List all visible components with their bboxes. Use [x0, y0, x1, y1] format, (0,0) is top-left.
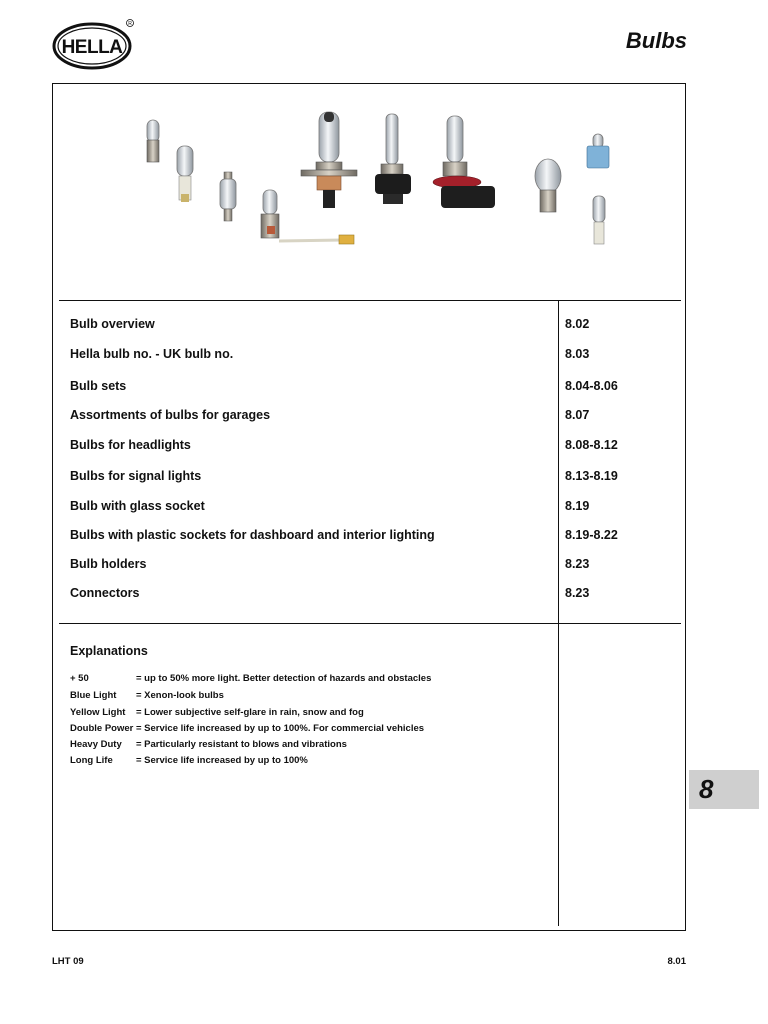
explanation-term: Heavy Duty — [70, 739, 122, 750]
toc-page-bulb-overview: 8.02 — [565, 317, 590, 331]
explanation-term: Double Power — [70, 723, 134, 734]
explanation-definition: = Lower subjective self-glare in rain, snow and fog — [136, 707, 364, 718]
toc-item-bulb-holders: Bulb holders — [70, 557, 147, 571]
bulb-photo-7 — [433, 116, 495, 208]
bulb-photo-2 — [177, 146, 193, 202]
footer-code: LHT 09 — [52, 956, 84, 967]
bulb-photo-4 — [261, 190, 354, 244]
explanation-definition: = Particularly resistant to blows and vibrations — [136, 739, 347, 750]
bulb-photo-3 — [220, 172, 236, 221]
explanation-definition: = up to 50% more light. Better detection of hazards and obstacles — [136, 673, 432, 684]
toc-page-bulb-holders: 8.23 — [565, 557, 590, 571]
toc-page-headlights: 8.08-8.12 — [565, 438, 618, 452]
toc-page-bulb-numbers: 8.03 — [565, 347, 590, 361]
explanation-definition: = Service life increased by up to 100% — [136, 755, 308, 766]
hella-logo — [52, 18, 136, 70]
toc-page-signal-lights: 8.13-8.19 — [565, 469, 618, 483]
toc-item-bulb-sets: Bulb sets — [70, 379, 127, 393]
toc-page-glass-socket: 8.19 — [565, 499, 590, 513]
svg-text:R: R — [128, 21, 132, 27]
bulb-photo-8 — [535, 159, 561, 212]
bulb-photo-6 — [375, 114, 411, 204]
bulb-photo-9 — [587, 134, 609, 168]
toc-page-connectors: 8.23 — [565, 586, 590, 600]
chapter-number: 8 — [699, 774, 714, 804]
content-frame — [52, 83, 686, 931]
explanation-term: Yellow Light — [70, 707, 126, 718]
footer-page-number: 8.01 — [667, 956, 686, 967]
toc-item-bulb-numbers: Hella bulb no. - UK bulb no. — [70, 347, 234, 361]
explanation-term: + 50 — [70, 673, 89, 684]
divider-top — [59, 300, 681, 301]
bulb-photo-10 — [593, 196, 605, 244]
chapter-tab — [689, 770, 759, 809]
column-divider — [558, 300, 559, 926]
toc-item-headlights: Bulbs for headlights — [70, 438, 191, 452]
page-title: Bulbs — [625, 28, 687, 53]
toc-item-glass-socket: Bulb with glass socket — [70, 499, 205, 513]
explanation-term: Long Life — [70, 755, 113, 766]
toc-page-assortments: 8.07 — [565, 408, 590, 422]
explanation-term: Blue Light — [70, 690, 117, 701]
bulb-photo-5 — [301, 112, 357, 208]
explanation-definition: = Xenon-look bulbs — [136, 690, 224, 701]
toc-page-plastic-sockets: 8.19-8.22 — [565, 528, 618, 542]
explanation-definition: = Service life increased by up to 100%. For commercial vehicles — [136, 723, 425, 734]
toc-page-bulb-sets: 8.04-8.06 — [565, 379, 618, 393]
toc-item-signal-lights: Bulbs for signal lights — [70, 469, 202, 483]
toc-item-assortments: Assortments of bulbs for garages — [70, 408, 271, 422]
bulb-assortment-photo — [53, 84, 685, 299]
toc-item-connectors: Connectors — [70, 586, 140, 600]
explanations-title: Explanations — [70, 644, 148, 658]
divider-middle — [59, 623, 681, 624]
svg-text:HELLA: HELLA — [61, 37, 123, 58]
bulb-photo-1 — [147, 120, 159, 162]
toc-item-bulb-overview: Bulb overview — [70, 317, 155, 331]
toc-item-plastic-sockets: Bulbs with plastic sockets for dashboard and interior lighting — [70, 528, 435, 542]
